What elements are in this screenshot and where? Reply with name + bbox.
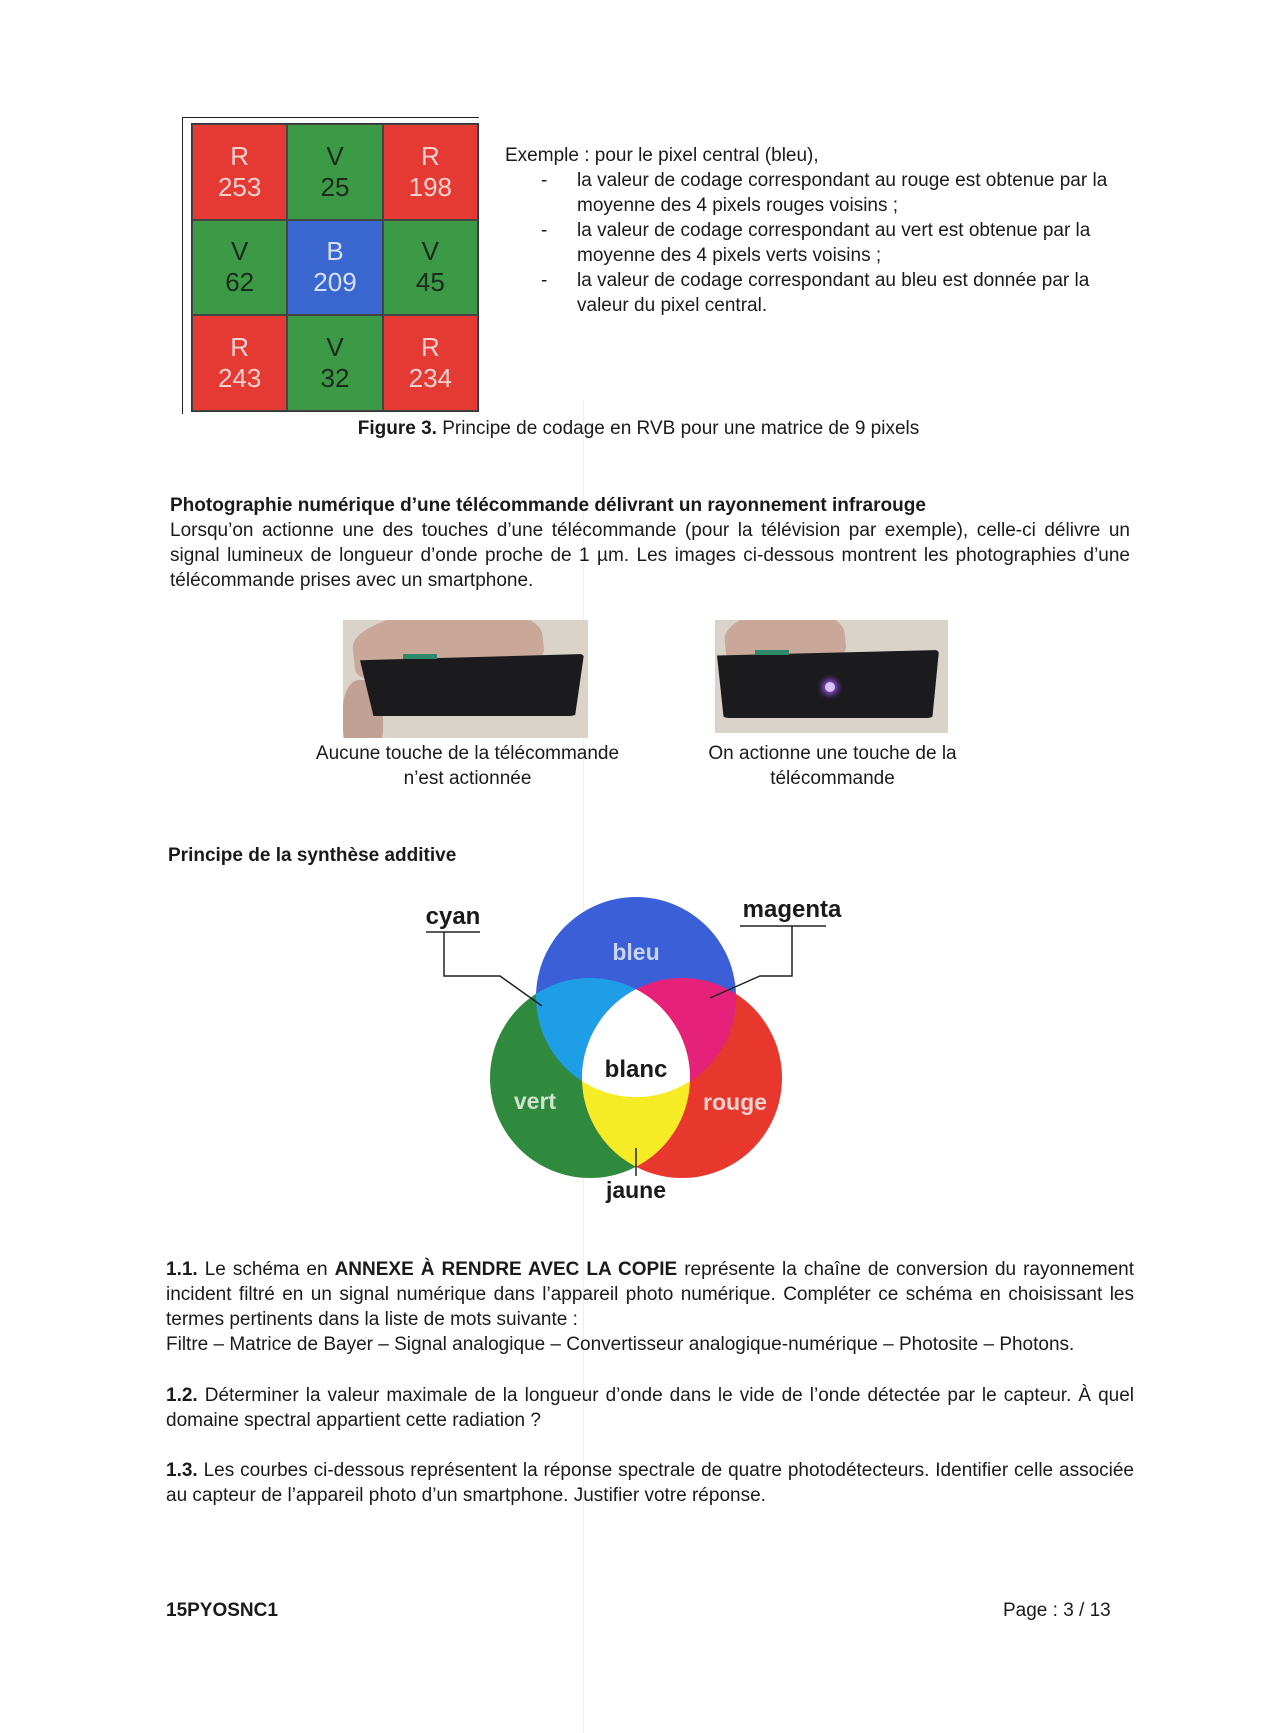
figure-3-caption xyxy=(0,418,1277,440)
bayer-cell xyxy=(287,220,382,316)
question-1-3-number: 1.3. xyxy=(166,1460,198,1481)
question-1-2-text: Déterminer la valeur maximale de la longueur d’onde dans le vide de l’onde détectée par le capteur. À quel domaine spectral appartient cette radiation ? xyxy=(166,1385,1134,1431)
synthesis-heading: Principe de la synthèse additive xyxy=(168,845,457,866)
bayer-cell xyxy=(192,124,287,220)
photo-remote-on-caption-line1: On actionne une touche de la xyxy=(708,743,957,764)
label-magenta: magenta xyxy=(742,896,842,923)
label-blanc: blanc xyxy=(604,1056,668,1083)
question-1-3-text: Les courbes ci-dessous représentent la réponse spectrale de quatre photodétecteurs. Identifier celle associée au capteur de l’appareil photo d’un smartphone. Justifier votre réponse. xyxy=(166,1460,1134,1506)
bayer-cell-value: 209 xyxy=(313,267,357,298)
bayer-cell-value: 198 xyxy=(408,171,453,202)
question-1-3 xyxy=(166,1458,1134,1508)
bayer-cell xyxy=(383,220,478,316)
question-1-1-number: 1.1. xyxy=(166,1259,198,1280)
question-1-1-text-b: représente la chaîne de conversion du rayonnement incident filtré en un signal numérique dans l’appareil photo numérique. Compléter ce schéma en choisissant les termes pertinents dans la liste de mots suivante : xyxy=(166,1259,1134,1330)
bayer-cell xyxy=(383,124,478,220)
bayer-cell-letter: R xyxy=(230,140,250,171)
footer-page-number: Page : 3 / 13 xyxy=(1003,1600,1111,1621)
question-1-2-number: 1.2. xyxy=(166,1385,198,1406)
bayer-cell-value: 32 xyxy=(320,363,350,394)
bayer-cell xyxy=(287,315,382,411)
label-cyan: cyan xyxy=(425,903,481,930)
remote-green-button xyxy=(403,654,437,659)
remote-green-button xyxy=(755,650,789,655)
bayer-cell-value: 62 xyxy=(225,267,255,298)
infrared-light-spot xyxy=(825,682,835,692)
bayer-cell-letter: V xyxy=(326,332,344,363)
bayer-cell xyxy=(383,315,478,411)
bayer-cell-value: 234 xyxy=(408,363,453,394)
bayer-cell-value: 243 xyxy=(217,363,262,394)
photo-remote-off-caption-line1: Aucune touche de la télécommande xyxy=(315,743,620,764)
photo-remote-off-caption-line2: n’est actionnée xyxy=(403,768,532,789)
additive-synthesis-diagram xyxy=(420,880,880,1220)
question-1-2 xyxy=(166,1383,1134,1433)
bayer-cell-letter: V xyxy=(230,236,249,267)
cyan-leader-line xyxy=(444,932,542,1006)
bayer-matrix-figure xyxy=(182,117,479,414)
photo-remote-off-caption xyxy=(290,741,645,791)
example-intro: Exemple : pour le pixel central (bleu), xyxy=(505,145,819,166)
bayer-cell-letter: R xyxy=(230,332,250,363)
remote-body xyxy=(360,654,584,716)
photo-remote-on xyxy=(715,620,948,733)
remote-section-heading: Photographie numérique d’une télécommande délivrant un rayonnement infrarouge xyxy=(170,495,926,516)
remote-section-body: Lorsqu’on actionne une des touches d’une télécommande (pour la télévision par exemple), celle-ci délivre un signal lumineux de longueur d’onde proche de 1 µm. Les images ci-dessous montrent les photographies d’une télécommande prises avec un smartphone. xyxy=(170,520,1130,591)
footer-exam-code: 15PYOSNC1 xyxy=(166,1600,278,1621)
bayer-cell-value: 45 xyxy=(415,267,445,298)
bayer-cell-letter: R xyxy=(420,140,440,171)
photo-remote-on-caption xyxy=(675,741,990,791)
bayer-cell-letter: B xyxy=(326,236,344,267)
example-text-block xyxy=(505,143,1125,318)
label-jaune: jaune xyxy=(605,1177,667,1203)
bayer-cell-value: 25 xyxy=(320,171,350,202)
question-1-1-word-list: Filtre – Matrice de Bayer – Signal analogique – Convertisseur analogique-numérique – Photosite – Photons. xyxy=(166,1334,1075,1355)
bayer-cell xyxy=(287,124,382,220)
bayer-cell-letter: R xyxy=(420,332,440,363)
label-rouge: rouge xyxy=(703,1089,767,1115)
bayer-cell xyxy=(192,220,287,316)
label-vert: vert xyxy=(513,1088,557,1114)
example-list xyxy=(505,168,1125,318)
example-item-green: - la valeur de codage correspondant au vert est obtenue par la moyenne des 4 pixels verts voisins ; xyxy=(505,218,1125,268)
bayer-grid xyxy=(191,123,479,412)
example-item-red: - la valeur de codage correspondant au rouge est obtenue par la moyenne des 4 pixels rouges voisins ; xyxy=(505,168,1125,218)
bayer-cell-letter: V xyxy=(326,140,344,171)
figure-3-text: Principe de codage en RVB pour une matrice de 9 pixels xyxy=(436,418,920,439)
example-item-blue: - la valeur de codage correspondant au bleu est donnée par la valeur du pixel central. xyxy=(505,268,1125,318)
label-bleu: bleu xyxy=(612,939,660,965)
question-1-1-bold: ANNEXE À RENDRE AVEC LA COPIE xyxy=(334,1259,678,1280)
bayer-cell-letter: V xyxy=(421,236,439,267)
question-1-1-text-a: Le schéma en xyxy=(197,1259,335,1280)
figure-3-label: Figure 3. xyxy=(357,418,437,439)
photo-remote-on-caption-line2: télécommande xyxy=(770,768,895,789)
bayer-cell xyxy=(192,315,287,411)
question-1-1 xyxy=(166,1257,1134,1357)
photo-remote-off xyxy=(343,620,588,738)
bayer-cell-value: 253 xyxy=(217,171,262,202)
